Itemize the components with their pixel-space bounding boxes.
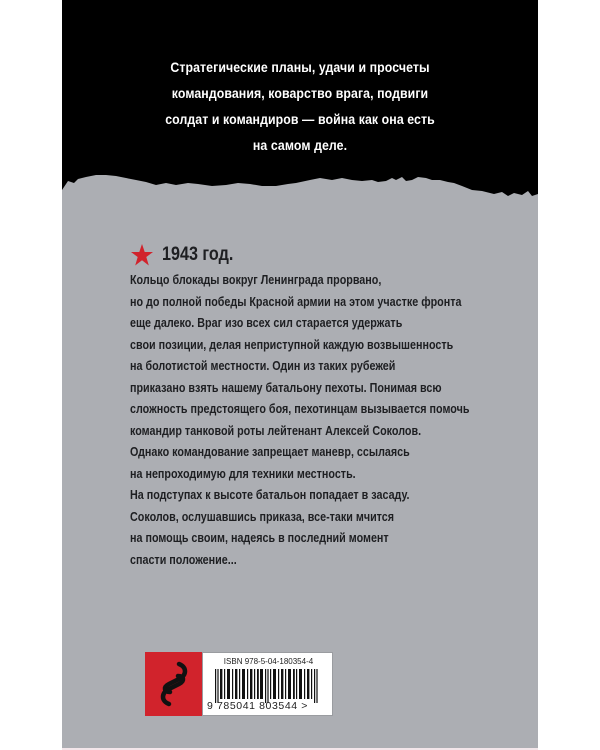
- blurb-line: спасти положение...: [130, 552, 237, 567]
- blurb-line: Кольцо блокады вокруг Ленинграда прорвано,: [130, 273, 382, 287]
- blurb-line: Соколов, ослушавшись приказа, все-таки мчится: [130, 509, 395, 524]
- blurb-line: на непроходимую для техники местность.: [130, 466, 356, 481]
- top-black-band: [62, 0, 538, 220]
- year-heading: [130, 240, 525, 270]
- blurb-line: на помощь своим, надеясь в последний момент: [130, 531, 389, 545]
- blurb-line: командир танковой роты лейтенант Алексей Соколов.: [130, 423, 422, 438]
- tagline-line: на самом деле.: [252, 137, 348, 153]
- book-back-cover: [62, 0, 538, 750]
- blurb-line: свои позиции, делая неприступной каждую возвышенность: [130, 337, 454, 352]
- eksmo-logo-icon: [157, 661, 191, 707]
- blurb-text: [130, 270, 525, 571]
- blurb-line: еще далеко. Враг изо всех сил старается удержать: [130, 316, 403, 330]
- tagline: [91, 54, 510, 158]
- publisher-logo: [145, 652, 202, 716]
- barcode-box: [202, 652, 333, 716]
- blurb-line: сложность предстоящего боя, пехотинцам вызывается помочь: [130, 402, 470, 416]
- blurb-line: но до полной победы Красной армии на этом участке фронта: [130, 294, 462, 309]
- tagline-line: Стратегические планы, удачи и просчеты: [170, 59, 430, 75]
- barcode-digits: 9 785041 803544 >: [207, 700, 308, 712]
- red-star-icon: [130, 243, 154, 267]
- isbn-label: ISBN 978-5-04-180354-4: [223, 657, 314, 666]
- barcode-icon: [215, 669, 323, 703]
- year-label: 1943 год.: [162, 244, 234, 265]
- blurb-line: Однако командование запрещает маневр, ссылаясь: [130, 445, 410, 459]
- blurb-line: На подступах к высоте батальон попадает в засаду.: [130, 488, 410, 502]
- blurb-line: приказано взять нашему батальону пехоты. Понимая всю: [130, 380, 442, 395]
- blurb-line: на болотистой местности. Один из таких рубежей: [130, 359, 396, 373]
- tagline-line: солдат и командиров — война как она есть: [165, 111, 435, 127]
- tagline-line: командования, коварство врага, подвиги: [171, 85, 429, 101]
- blurb: [130, 240, 525, 571]
